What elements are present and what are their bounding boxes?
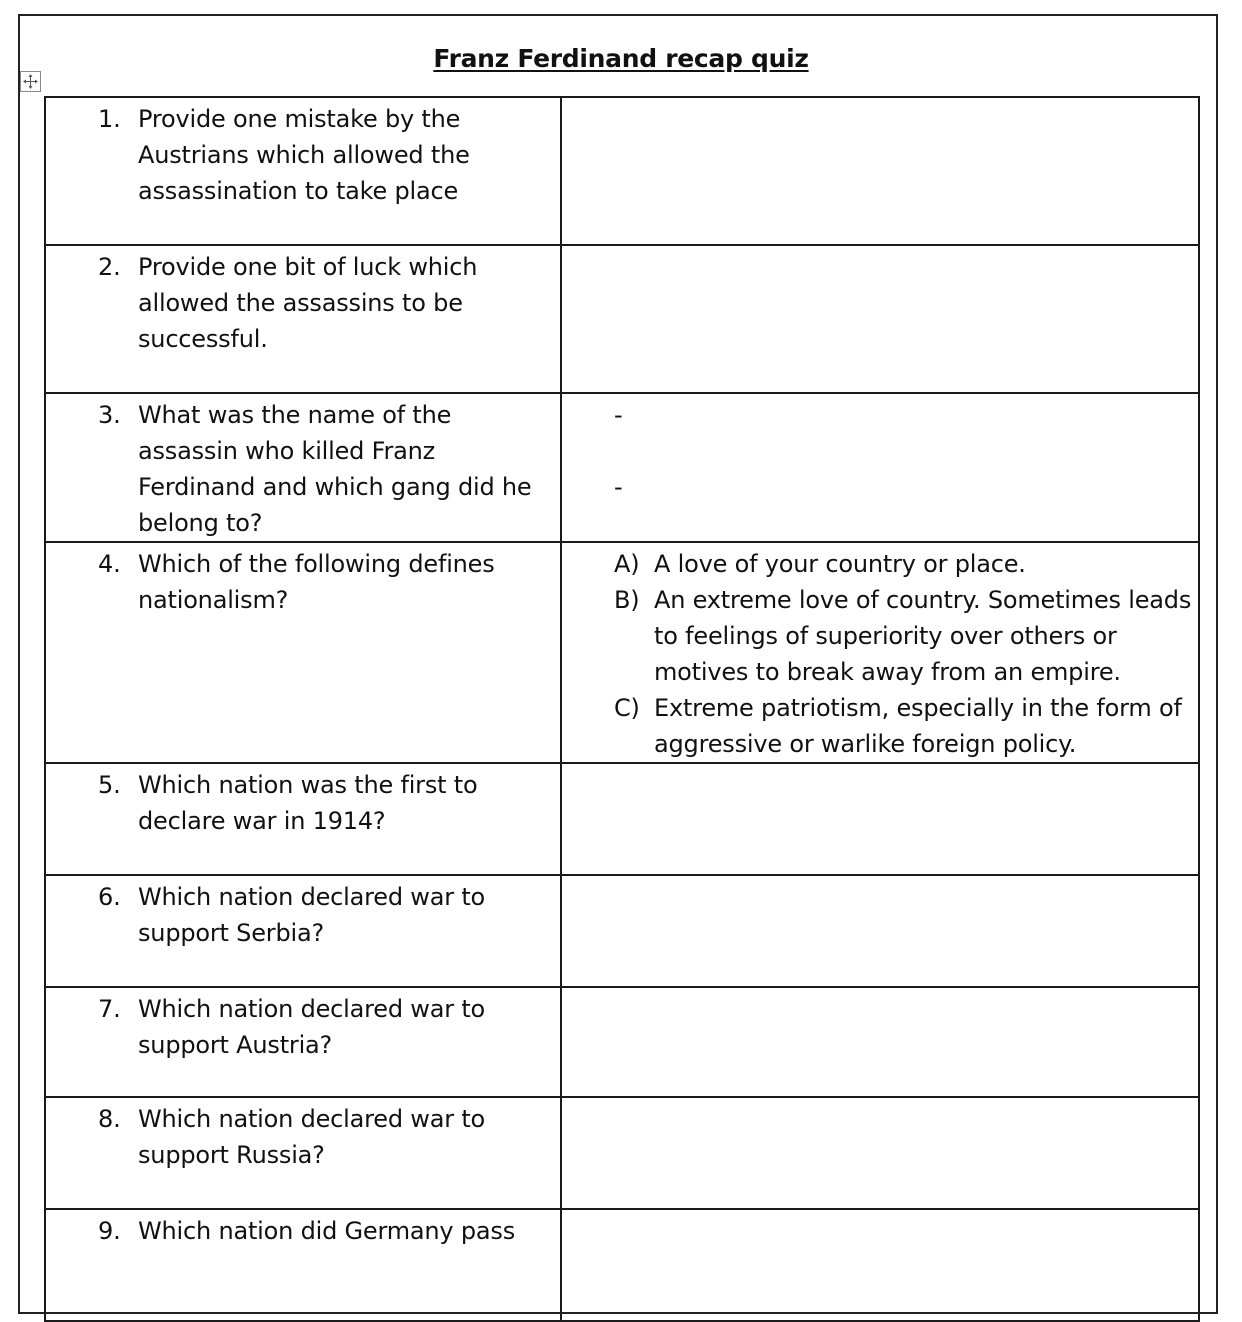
answer-cell[interactable] bbox=[561, 393, 1199, 542]
quiz-row bbox=[45, 393, 1199, 542]
quiz-row bbox=[45, 763, 1199, 875]
question-number: 1. bbox=[98, 105, 121, 133]
question-cell bbox=[45, 1097, 561, 1209]
quiz-row bbox=[45, 245, 1199, 393]
quiz-row bbox=[45, 875, 1199, 987]
quiz-row bbox=[45, 1097, 1199, 1209]
question-number: 5. bbox=[98, 771, 121, 799]
option-text: A love of your country or place. bbox=[654, 550, 1026, 578]
option-text: An extreme love of country. Sometimes leads to feelings of superiority over others or motives to break away from an empire. bbox=[654, 586, 1192, 686]
question-number: 3. bbox=[98, 401, 121, 429]
table-move-handle[interactable] bbox=[20, 71, 41, 92]
page-title: Franz Ferdinand recap quiz bbox=[433, 44, 809, 73]
option-letter: A) bbox=[614, 550, 640, 578]
question-text: Which nation declared war to support Russia? bbox=[138, 1105, 486, 1169]
question-number: 9. bbox=[98, 1217, 121, 1245]
answer-cell[interactable] bbox=[561, 542, 1199, 763]
answer-cell[interactable] bbox=[561, 245, 1199, 393]
question-cell bbox=[45, 97, 561, 245]
question-cell bbox=[45, 763, 561, 875]
question-cell bbox=[45, 245, 561, 393]
quiz-row bbox=[45, 542, 1199, 763]
question-number: 8. bbox=[98, 1105, 121, 1133]
question-text: Provide one bit of luck which allowed the assassins to be successful. bbox=[138, 253, 478, 353]
quiz-table bbox=[44, 96, 1200, 1322]
question-text: Which of the following defines nationalism? bbox=[138, 550, 495, 614]
question-cell bbox=[45, 1209, 561, 1321]
option-item[interactable] bbox=[614, 690, 1198, 762]
answer-cell[interactable] bbox=[561, 987, 1199, 1097]
question-text: Which nation declared war to support Serbia? bbox=[138, 883, 486, 947]
answer-cell[interactable] bbox=[561, 875, 1199, 987]
option-item[interactable] bbox=[614, 546, 1198, 582]
question-cell bbox=[45, 875, 561, 987]
question-text: Provide one mistake by the Austrians which allowed the assassination to take place bbox=[138, 105, 470, 205]
question-number: 6. bbox=[98, 883, 121, 911]
answer-cell[interactable] bbox=[561, 1209, 1199, 1321]
option-letter: B) bbox=[614, 586, 640, 614]
quiz-row bbox=[45, 97, 1199, 245]
question-text: Which nation declared war to support Austria? bbox=[138, 995, 486, 1059]
option-list bbox=[562, 543, 1198, 762]
question-number: 7. bbox=[98, 995, 121, 1023]
question-cell bbox=[45, 393, 561, 542]
answer-dash: - bbox=[614, 473, 623, 501]
move-handle-icon bbox=[23, 74, 38, 89]
answer-cell[interactable] bbox=[561, 763, 1199, 875]
question-text: What was the name of the assassin who killed Franz Ferdinand and which gang did he belong to? bbox=[138, 401, 532, 537]
option-item[interactable] bbox=[614, 582, 1198, 690]
answer-dash: - bbox=[614, 401, 623, 429]
question-text: Which nation was the first to declare war in 1914? bbox=[138, 771, 478, 835]
question-number: 4. bbox=[98, 550, 121, 578]
option-text: Extreme patriotism, especially in the form of aggressive or warlike foreign policy. bbox=[654, 694, 1182, 758]
question-cell bbox=[45, 987, 561, 1097]
quiz-row bbox=[45, 1209, 1199, 1321]
option-letter: C) bbox=[614, 694, 640, 722]
question-text: Which nation did Germany pass bbox=[138, 1217, 516, 1245]
question-cell bbox=[45, 542, 561, 763]
quiz-row bbox=[45, 987, 1199, 1097]
answer-cell[interactable] bbox=[561, 1097, 1199, 1209]
question-number: 2. bbox=[98, 253, 121, 281]
answer-cell[interactable] bbox=[561, 97, 1199, 245]
